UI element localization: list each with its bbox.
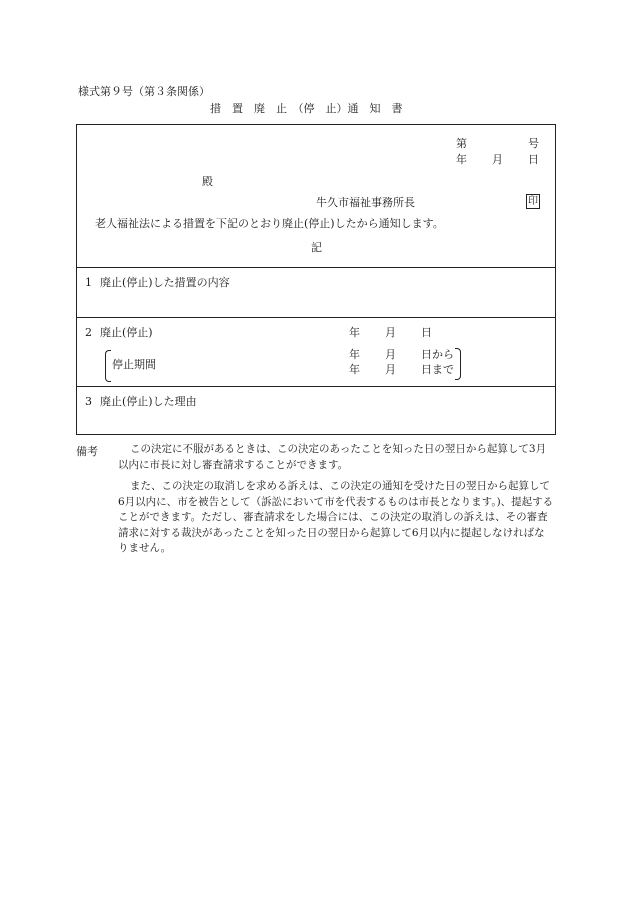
divider-section-1 [76,267,556,268]
section-2-number: 2 [85,326,92,339]
date-year: 年 [456,153,467,166]
section-1-number: 1 [85,276,92,289]
section-2-label: 廃止(停止) [100,326,153,339]
section-3-number: 3 [85,395,92,408]
period-to-month: 月 [385,363,396,376]
remarks-label: 備考 [76,445,98,458]
section-2-year: 年 [349,326,360,339]
section-2-month: 月 [385,326,396,339]
date-day: 日 [528,153,539,166]
period-to-year: 年 [349,363,360,376]
dai-label: 第 [456,137,467,150]
section-3-label: 廃止(停止)した理由 [100,395,197,408]
go-label: 号 [528,137,539,150]
notice-body: 老人福祉法による措置を下記のとおり廃止(停止)したから通知します。 [95,217,444,230]
addressee-honorific: 殿 [202,175,213,188]
document-title: 措 置 廃 止 （停 止）通 知 書 [210,102,403,115]
period-label: 停止期間 [112,358,156,371]
seal-mark: 印 [528,196,538,207]
period-bracket-left [105,350,111,382]
issuer-name: 牛久市福祉事務所長 [316,196,415,209]
divider-section-3 [76,386,556,387]
period-to-day: 日まで [421,363,454,376]
period-bracket-right [455,348,461,380]
period-from-month: 月 [385,348,396,361]
divider-section-2 [76,317,556,318]
form-number: 様式第９号（第３条関係） [78,85,210,98]
remarks-paragraph-1: この決定に不服があるときは、この決定のあったことを知った日の翌日から起算して3月以内に市長に対し審査請求することができます。 [118,443,547,471]
section-2-day: 日 [421,326,432,339]
remarks-paragraph-2: また、この決定の取消しを求める訴えは、この決定の通知を受けた日の翌日から起算して6月以内に、市を被告として（訴訟において市を代表するものは市長となります。)、提起することができます。ただし、審査請求をした場合には、この決定の取消しの訴えは、その審査請求に対する裁決があったことを知った日の翌日から起算して6月以内に提起しなければなりません。 [118,480,554,554]
ki-label: 記 [311,241,322,254]
section-1-label: 廃止(停止)した措置の内容 [100,276,230,289]
period-from-year: 年 [349,348,360,361]
date-month: 月 [492,153,503,166]
period-from-day: 日から [421,348,454,361]
